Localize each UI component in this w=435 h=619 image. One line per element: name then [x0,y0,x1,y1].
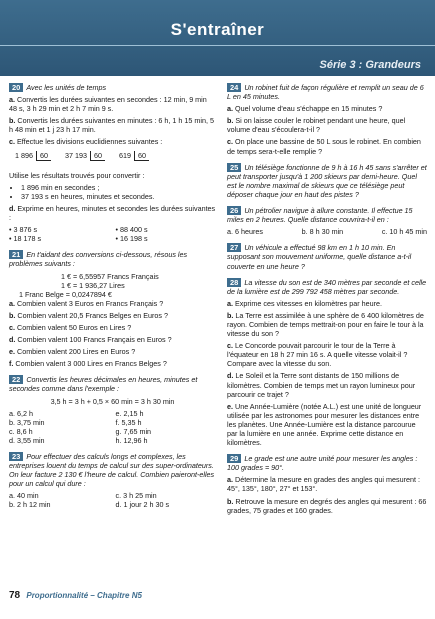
question-d: Le Soleil et la Terre sont distants de 150 millions de kilomètres. Combien de temps met un rayon lumineux pour parcourir ce trajet ? [227,371,416,399]
division-3: 619 60 [119,151,149,161]
exercise-number: 29 [227,454,241,463]
example-line: 3,5 h = 3 h + 0,5 × 60 min = 3 h 30 min [50,396,175,406]
series-subtitle: Série 3 : Grandeurs [319,59,421,71]
list-item: d. 1 jour 2 h 30 s [115,500,170,510]
answer-grid [9,409,216,445]
list-item: b. 3,75 min [9,417,45,427]
conversion-rates [19,271,216,299]
rate-line: 1 Franc Belge = 0,0247894 € [19,289,112,299]
left-column [9,83,216,517]
list-item: b. 8 h 30 min [301,227,344,237]
right-column [227,83,427,522]
question-f: Combien valent 3 000 Lires en Francs Belges ? [15,359,167,369]
exercise-number: 23 [9,452,23,461]
exercise-26 [227,206,427,236]
question-b: Si on laisse couler le robinet pendant une heure, quel volume d'eau s'écoulera-t-il ? [227,116,406,135]
exercise-number: 27 [227,243,241,252]
answer-grid [9,491,216,509]
division-2: 37 193 60 [65,151,105,161]
list-item: a. 6,2 h [9,408,33,418]
exercise-25 [227,163,427,199]
exercise-number: 24 [227,83,241,92]
question-a: Exprime ces vitesses en kilomètres par heure. [235,298,383,308]
exercise-intro: Un robinet fuit de façon régulière et remplit un seau de 6 L en 45 minutes. [227,83,424,102]
list-item: • 3 876 s [9,225,38,235]
exercise-intro: Pour effectuer des calculs longs et complexes, les entreprises louent du temps de calcul sur des super-ordinateurs. On leur facture 2 130 € l'heure de calcul. Combien paieront-elles pour un calcul qui dure : [9,452,215,489]
question-c: Effectue les divisions euclidiennes suivantes : [17,137,163,147]
page-number: 78 [9,590,21,601]
exercise-21: 21 En t'aidant des conversions ci-dessous, résous les problèmes suivants : 1 € = 6,55957 Francs Français 1 € = 1 936,27 Lires 1 Franc Belge = 0,0247894 € a. Combien valent 3 Euros en Francs Français ? b. Combien valent 20,5 Francs Belges en Euros ? c. Combien valent 50 Euros en Lires ? d. Combien valent 100 Francs Français en Euros ? e. Combien valent 200 Lires en Euros ? f. Combien valent 3 000 Lires en Francs Belges ? [9,250,216,368]
page-footer [9,590,142,601]
list-item: c. 8,6 h [9,426,33,436]
list-item: h. 12,96 h [115,435,148,445]
exercise-number: 21 [9,250,23,259]
exercise-24: 24 Un robinet fuit de façon régulière et remplit un seau de 6 L en 45 minutes. a. Quel volume d'eau s'échappe en 15 minutes ? b. Si on laisse couler le robinet pendant une heure, quel volume d'eau s'écoulera-t-il ? c. On place une bassine de 50 L sous le robinet. En combien de temps sera-t-elle remplie ? [227,83,424,156]
list-item: • 16 198 s [115,234,148,244]
exercise-intro: En t'aidant des conversions ci-dessous, résous les problèmes suivants : [9,250,188,269]
question-c: On place une bassine de 50 L sous le robinet. En combien de temps sera-t-elle remplie ? [227,137,421,156]
header-divider [0,45,435,46]
exercise-28: 28 La vitesse du son est de 340 mètres par seconde et celle de la lumière est de 299 792 458 mètres par seconde. a. Exprime ces vitesses en kilomètres par heure. b. La Terre est assimilée à une sphère de 6 400 kilomètres de rayon. Combien de temps mettrait-on pour en faire le tour à la vitesse du son ? c. Le Concorde pouvait parcourir le tour de la Terre à l'équateur en 18 h 27 min 16 s. A quelle vitesse volait-il ? Compare avec la vitesse du son. d. Le Soleil et la Terre sont distants de 150 millions de kilomètres. Combien de temps met un rayon lumineux pour parcourir ce trajet ? e. Une Année-Lumière (notée A.L.) est une unité de longueur utilisée par les astronomes pour mesurer les distances entre les planètes. Une Année-Lumière est la distance parcourue par la lumière en une année. Exprime cette distance en kilomètres. [227,277,427,448]
question-b: La Terre est assimilée à une sphère de 6 400 kilomètres de rayon. Combien de temps mettrait-on pour en faire le tour à la vitesse du son ? [227,310,424,339]
list-item: f. 5,35 h [115,417,142,427]
question-a: Détermine la mesure en grades des angles qui mesurent : 45°, 135°, 180°, 27° et 153°. [227,475,420,494]
exercise-intro: La vitesse du son est de 340 mètres par seconde et celle de la lumière est de 299 792 458 mètres par seconde. [227,277,427,296]
question-e: Combien valent 200 Lires en Euros ? [17,347,136,357]
use-list [9,183,216,201]
list-item: b. 2 h 12 min [9,500,51,510]
exercise-intro: Un véhicule a effectué 98 km en 1 h 10 min. En supposant son mouvement uniforme, quelle distance a-t-il couverte en une heure ? [227,243,412,271]
question-a: Quel volume d'eau s'échappe en 15 minutes ? [235,104,383,114]
list-item: a. 6 heures [227,227,263,237]
question-b: Combien valent 20,5 Francs Belges en Euros ? [17,310,169,320]
question-b: Convertis les durées suivantes en minutes : 6 h, 1 h 15 min, 5 h 48 min et 1 j 23 h 17 min. [9,116,214,135]
answer-row [227,227,427,236]
exercise-intro: Un pétrolier navigue à allure constante. Il effectue 15 miles en 2 heures. Quelle distance couvrira-t-il en : [227,206,413,225]
list-item: • 37 193 s en heures, minutes et secondes. [21,192,216,201]
use-results-text: Utilise les résultats trouvés pour convertir : [9,170,145,180]
exercise-intro: Un télésiège fonctionne de 9 h à 16 h 45 sans s'arrêter et peut transporter jusqu'à 1 200 skieurs par demi-heure. Quel est le nombre maximal de skieurs que ce télésiège peut déposer chaque jour en haut des pistes ? [227,162,427,199]
exercise-number: 25 [227,163,241,172]
division-1: 1 896 60 [15,151,51,161]
page-title: S'entraîner [170,20,265,39]
question-a: Combien valent 3 Euros en Francs Français ? [17,298,164,308]
duration-list [9,225,216,243]
exercise-number: 20 [9,83,23,92]
exercise-29: 29 Le grade est une autre unité pour mesurer les angles : 100 grades = 90°. a. Détermine la mesure en grades des angles qui mesurent : 45°, 135°, 180°, 27° et 153°. b. Retrouve la mesure en degrés des angles qui mesurent : 66 grades, 75 grades et 160 grades. [227,454,427,515]
list-item: • 18 178 s [9,234,42,244]
exercise-number: 28 [227,278,241,287]
question-c: Le Concorde pouvait parcourir le tour de la Terre à l'équateur en 18 h 27 min 16 s. A quelle vitesse volait-il ? Compare avec la vitesse du son. [227,341,408,369]
list-item: • 88 400 s [115,225,148,235]
question-a: Convertis les durées suivantes en secondes : 12 min, 9 min 48 s, 3 h 29 min et 2 h 7 min 9 s. [9,95,207,114]
list-item: c. 10 h 45 min [381,227,427,237]
rate-line: 1 € = 6,55957 Francs Français [61,271,159,281]
question-e: Une Année-Lumière (notée A.L.) est une unité de longueur utilisée par les astronomes pour mesurer les distances entre les planètes. Une Année-Lumière est la distance parcourue par la lumière en une année. Exprime cette distance en kilomètres. [227,401,422,448]
list-item: e. 2,15 h [115,408,144,418]
list-item: a. 40 min [9,491,39,501]
rate-line: 1 € = 1 936,27 Lires [61,280,125,290]
exercise-23 [9,452,216,510]
exercise-title: Avec les unités de temps [26,83,107,92]
question-d: Combien valent 100 Francs Français en Euros ? [17,335,172,345]
question-c: Combien valent 50 Euros en Lires ? [17,322,132,332]
list-item: d. 3,55 min [9,435,45,445]
exercise-22 [9,375,216,445]
list-item: • 1 896 min en secondes ; [21,183,216,192]
page-header [0,0,435,76]
exercise-intro: Convertis les heures décimales en heures, minutes et secondes comme dans l'exemple : [9,375,198,394]
exercise-intro: Le grade est une autre unité pour mesurer les angles : 100 grades = 90°. [227,454,418,473]
list-item: g. 7,65 min [115,426,152,436]
chapter-label: Proportionnalité – Chapitre N5 [26,591,142,600]
exercise-number: 26 [227,206,241,215]
question-b: Retrouve la mesure en degrés des angles qui mesurent : 66 grades, 75 grades et 160 grades. [227,496,427,515]
exercise-27 [227,243,427,270]
division-row [15,151,216,161]
list-item: c. 3 h 25 min [115,491,157,501]
exercise-20: 20 Avec les unités de temps a. Convertis les durées suivantes en secondes : 12 min, 9 min 48 s, 3 h 29 min et 2 h 7 min 9 s. b. Convertis les durées suivantes en minutes : 6 h, 1 h 15 min, 5 h 48 min et 1 j 23 h 17 min. c. Effectue les divisions euclidiennes suivantes : 1 896 60 37 193 60 619 60 Utilise les résultats trouvés pour convertir : • 1 896 min en secondes ; • 37 193 s en heures, minutes et secondes. d. Exprime en heures, minutes et secondes les durées suivantes : • 3 876 s • 88 400 s • 18 178 s • 16 198 s [9,83,216,243]
exercise-number: 22 [9,375,23,384]
question-d: Exprime en heures, minutes et secondes les durées suivantes : [9,203,216,223]
